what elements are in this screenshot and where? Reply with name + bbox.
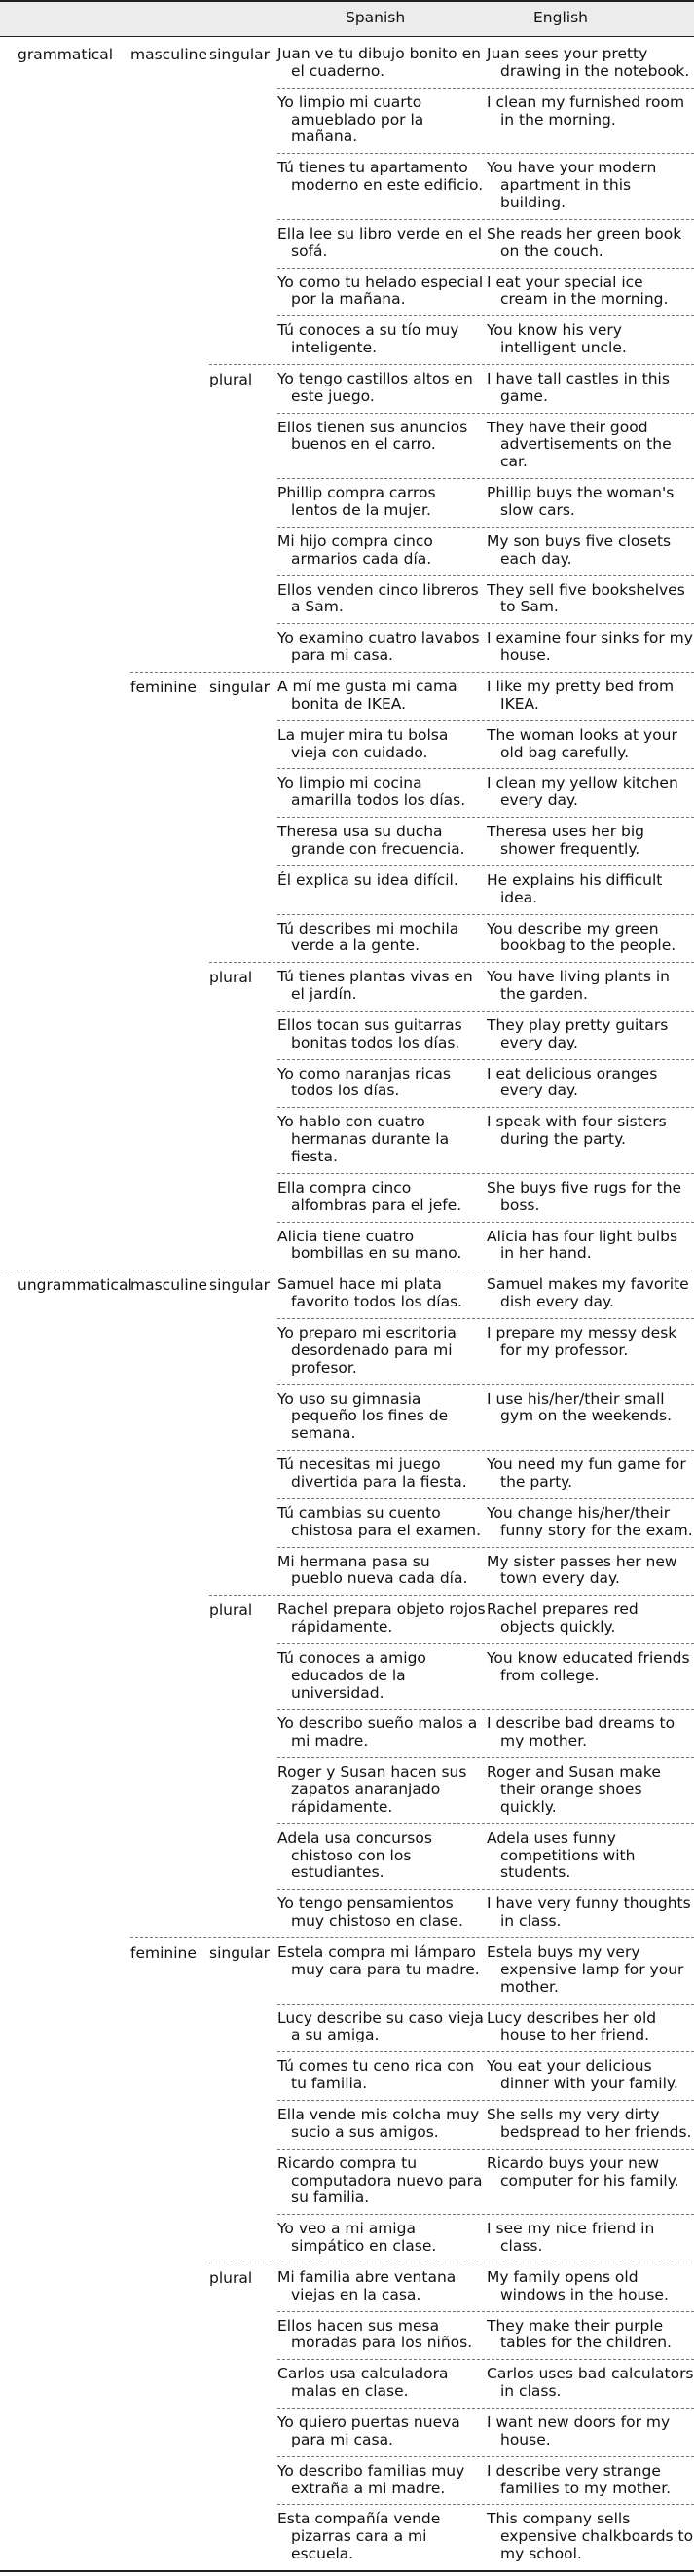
spanish-sentence: Yo veo a mi amiga simpático en clase. (277, 2220, 437, 2256)
spanish-sentence: A mí me gusta mi cama bonita de IKEA. (277, 678, 457, 713)
spanish-sentence: Tú comes tu ceno rica con tu familia. (277, 2057, 475, 2093)
english-sentence: You eat your delicious dinner with your family. (487, 2057, 678, 2093)
number-label: plural (209, 969, 253, 987)
spanish-sentence: Adela usa concursos chistoso con los estudiantes. (277, 1828, 432, 1882)
english-sentence: Alicia has four light bulbs in her hand. (487, 1227, 678, 1263)
row-separator (277, 768, 694, 769)
english-sentence: They have their good advertisements on the car. (487, 418, 672, 471)
row-separator (130, 1937, 694, 1938)
table-bottom-rule (0, 2570, 694, 2572)
english-sentence: I see my nice friend in class. (487, 2220, 655, 2256)
row-separator (277, 219, 694, 220)
english-sentence: I have very funny thoughts in class. (487, 1895, 691, 1931)
english-sentence: I prepare my messy desk for my professor. (487, 1324, 677, 1359)
english-sentence: Rachel prepares red objects quickly. (487, 1601, 639, 1637)
row-separator (277, 2504, 694, 2505)
english-sentence: She reads her green book on the couch. (487, 224, 682, 260)
spanish-sentence: Tú cambias su cuento chistosa para el examen. (277, 1503, 482, 1539)
row-separator (277, 2051, 694, 2052)
english-sentence: Phillip buys the woman's slow cars. (487, 484, 675, 520)
english-sentence: I describe bad dreams to my mother. (487, 1714, 676, 1750)
row-separator (277, 153, 694, 154)
english-sentence: My family opens old windows in the house. (487, 2267, 669, 2303)
spanish-sentence: Yo limpio mi cuarto amueblado por la mañana. (277, 92, 424, 146)
row-separator (277, 1547, 694, 1548)
english-sentence: I speak with four sisters during the party. (487, 1113, 667, 1149)
spanish-sentence: Ellos hacen sus mesa moradas para los niños. (277, 2316, 473, 2352)
spanish-sentence: Tú conoces a su tío muy inteligente. (277, 321, 459, 357)
spanish-sentence: Mi familia abre ventana viejas en la casa. (277, 2267, 457, 2303)
spanish-sentence: Tú necesitas mi juego divertida para la fiesta. (277, 1455, 467, 1490)
row-separator (277, 2359, 694, 2360)
gender-label: masculine (130, 1276, 207, 1295)
english-sentence: Roger and Susan make their orange shoes quickly. (487, 1763, 661, 1816)
spanish-sentence: Ella compra cinco alfombras para el jefe. (277, 1178, 462, 1214)
spanish-sentence: Rachel prepara objeto rojos rápidamente. (277, 1601, 486, 1637)
row-separator (277, 1823, 694, 1824)
spanish-sentence: Yo describo familias muy extraña a mi madre. (277, 2461, 465, 2497)
english-sentence: You need my fun game for the party. (487, 1455, 686, 1490)
spanish-sentence: Yo tengo castillos altos en este juego. (277, 369, 473, 405)
spanish-sentence: Yo quiero puertas nueva para mi casa. (277, 2413, 460, 2448)
number-label: singular (209, 1276, 271, 1295)
spanish-sentence: Carlos usa calculadora malas en clase. (277, 2365, 449, 2401)
spanish-sentence: Yo como tu helado especial por la mañana. (277, 273, 484, 309)
english-sentence: I use his/her/their small gym on the weekends. (487, 1389, 673, 1425)
spanish-sentence: Juan ve tu dibujo bonito en el cuaderno. (277, 45, 481, 80)
spanish-sentence: Theresa usa su ducha grande con frecuencia. (277, 823, 465, 858)
spanish-sentence: Alicia tiene cuatro bombillas en su mano. (277, 1227, 462, 1263)
row-separator (277, 2311, 694, 2312)
group-label: grammatical (18, 46, 114, 63)
table-header-rule (0, 36, 694, 37)
row-separator (277, 88, 694, 89)
spanish-sentence: Samuel hace mi plata favorito todos los días. (277, 1275, 463, 1311)
english-sentence: Theresa uses her big shower frequently. (487, 823, 644, 858)
number-label: plural (209, 2268, 253, 2287)
spanish-sentence: Yo describo sueño malos a mi madre. (277, 1714, 478, 1750)
spanish-sentence: Phillip compra carros lentos de la mujer. (277, 484, 436, 520)
spanish-sentence: Ricardo compra tu computadora nuevo para su familia. (277, 2153, 483, 2207)
english-sentence: They make their purple tables for the children. (487, 2316, 672, 2352)
english-sentence: My son buys five closets each day. (487, 532, 672, 568)
row-separator (277, 1107, 694, 1108)
gender-label: masculine (130, 46, 207, 63)
english-sentence: You have your modern apartment in this building. (487, 159, 657, 211)
row-separator (277, 413, 694, 414)
row-separator (277, 2149, 694, 2150)
spanish-sentence: Mi hijo compra cinco armarios cada día. (277, 532, 433, 568)
row-separator (277, 2408, 694, 2409)
spanish-sentence: Yo preparo mi escritoria desordenado para mi profesor. (277, 1324, 457, 1377)
english-sentence: She sells my very dirty bedspread to her friends. (487, 2105, 692, 2141)
spanish-sentence: Ella vende mis colcha muy sucio a sus amigos. (277, 2105, 480, 2141)
spanish-sentence: Esta compañía vende pizarras cara a mi escuela. (277, 2510, 441, 2563)
spanish-sentence: Yo como naranjas ricas todos los días. (277, 1064, 451, 1100)
english-sentence: I clean my yellow kitchen every day. (487, 774, 678, 810)
row-separator (277, 2456, 694, 2457)
english-sentence: I eat your special ice cream in the morning. (487, 273, 669, 309)
spanish-sentence: Mi hermana pasa su pueblo nueva cada día. (277, 1552, 468, 1588)
row-separator (277, 1173, 694, 1174)
spanish-sentence: Lucy describe su caso vieja a su amiga. (277, 2008, 484, 2044)
english-sentence: You know his very intelligent uncle. (487, 321, 627, 357)
spanish-sentence: Tú conoces a amigo educados de la universidad. (277, 1648, 426, 1702)
header-spanish: Spanish (346, 9, 406, 26)
english-sentence: Estela buys my very expensive lamp for your mother. (487, 1943, 684, 1996)
number-label: singular (209, 46, 271, 63)
gender-label: feminine (130, 679, 197, 696)
row-separator (277, 1757, 694, 1758)
row-separator (277, 527, 694, 528)
english-sentence: This company sells expensive chalkboards to my school. (487, 2510, 694, 2563)
english-sentence: Ricardo buys your new computer for his family. (487, 2153, 679, 2190)
number-label: singular (209, 1944, 271, 1962)
spanish-sentence: Ellos tocan sus guitarras bonitas todos los días. (277, 1015, 462, 1051)
english-sentence: Adela uses funny competitions with students. (487, 1828, 636, 1882)
number-label: plural (209, 370, 253, 388)
row-separator (209, 962, 694, 963)
row-separator (277, 1643, 694, 1644)
row-separator (277, 914, 694, 915)
spanish-sentence: Yo examino cuatro lavabos para mi casa. (277, 629, 480, 665)
spanish-sentence: Tú tienes tu apartamento moderno en este edificio. (277, 159, 484, 195)
english-sentence: They play pretty guitars every day. (487, 1015, 669, 1051)
spanish-sentence: Yo tengo pensamientos muy chistoso en clase. (277, 1895, 463, 1931)
row-separator (277, 817, 694, 818)
row-separator (277, 315, 694, 316)
spanish-sentence: Él explica su idea difícil. (277, 870, 458, 889)
spanish-sentence: La mujer mira tu bolsa vieja con cuidado. (277, 725, 449, 761)
spanish-sentence: Tú tienes plantas vivas en el jardín. (277, 968, 473, 1004)
english-sentence: Lucy describes her old house to her friend. (487, 2008, 657, 2044)
english-sentence: I want new doors for my house. (487, 2413, 671, 2448)
english-sentence: They sell five bookshelves to Sam. (487, 580, 685, 616)
number-label: plural (209, 1601, 253, 1620)
table-top-rule (0, 0, 694, 2)
english-sentence: I have tall castles in this game. (487, 369, 670, 405)
row-separator (277, 1498, 694, 1499)
english-sentence: You describe my green bookbag to the people. (487, 919, 676, 955)
spanish-sentence: Tú describes mi mochila verde a la gente. (277, 919, 459, 955)
row-separator (277, 1889, 694, 1890)
english-sentence: I describe very strange families to my mother. (487, 2461, 672, 2497)
english-sentence: You change his/her/their funny story for the exam. (487, 1503, 693, 1539)
english-sentence: I like my pretty bed from IKEA. (487, 678, 675, 713)
number-label: singular (209, 679, 271, 696)
row-separator (277, 268, 694, 269)
row-separator (209, 1595, 694, 1596)
row-separator (277, 2100, 694, 2101)
row-separator (277, 1384, 694, 1385)
row-separator (277, 1011, 694, 1012)
row-separator (277, 2004, 694, 2005)
spanish-sentence: Yo hablo con cuatro hermanas durante la fiesta. (277, 1113, 450, 1166)
group-label: ungrammatical (18, 1276, 132, 1295)
row-separator (277, 1709, 694, 1710)
spanish-sentence: Yo uso su gimnasia pequeño los fines de semana. (277, 1389, 449, 1443)
row-separator (277, 478, 694, 479)
english-sentence: My sister passes her new town every day. (487, 1552, 677, 1588)
gender-label: feminine (130, 1944, 197, 1962)
row-separator (277, 1450, 694, 1451)
row-separator (277, 720, 694, 721)
spanish-sentence: Ellos tienen sus anuncios buenos en el carro. (277, 418, 468, 454)
row-separator (130, 672, 694, 673)
row-separator (209, 364, 694, 365)
row-separator (277, 575, 694, 576)
spanish-sentence: Ella lee su libro verde en el sofá. (277, 224, 483, 260)
row-separator (277, 865, 694, 866)
english-sentence: I eat delicious oranges every day. (487, 1064, 658, 1100)
spanish-sentence: Ellos venden cinco libreros a Sam. (277, 580, 479, 616)
row-separator (277, 1318, 694, 1319)
english-sentence: He explains his difficult idea. (487, 870, 663, 906)
row-separator (277, 1059, 694, 1060)
english-sentence: Samuel makes my favorite dish every day. (487, 1275, 689, 1311)
spanish-sentence: Roger y Susan hacen sus zapatos anaranjado rápidamente. (277, 1763, 467, 1816)
english-sentence: Juan sees your pretty drawing in the notebook. (487, 45, 690, 80)
english-sentence: I clean my furnished room in the morning. (487, 92, 685, 129)
spanish-sentence: Estela compra mi lámparo muy cara para tu madre. (277, 1943, 480, 1978)
header-english: English (533, 9, 588, 26)
english-sentence: Carlos uses bad calculators in class. (487, 2365, 694, 2401)
spanish-sentence: Yo limpio mi cocina amarilla todos los días. (277, 774, 466, 810)
english-sentence: She buys five rugs for the boss. (487, 1178, 682, 1214)
english-sentence: The woman looks at your old bag carefully. (487, 725, 677, 761)
english-sentence: I examine four sinks for my house. (487, 629, 693, 665)
english-sentence: You know educated friends from college. (487, 1648, 690, 1684)
english-sentence: You have living plants in the garden. (487, 968, 670, 1004)
row-separator (277, 2214, 694, 2215)
row-separator (277, 1222, 694, 1223)
row-separator (277, 623, 694, 624)
